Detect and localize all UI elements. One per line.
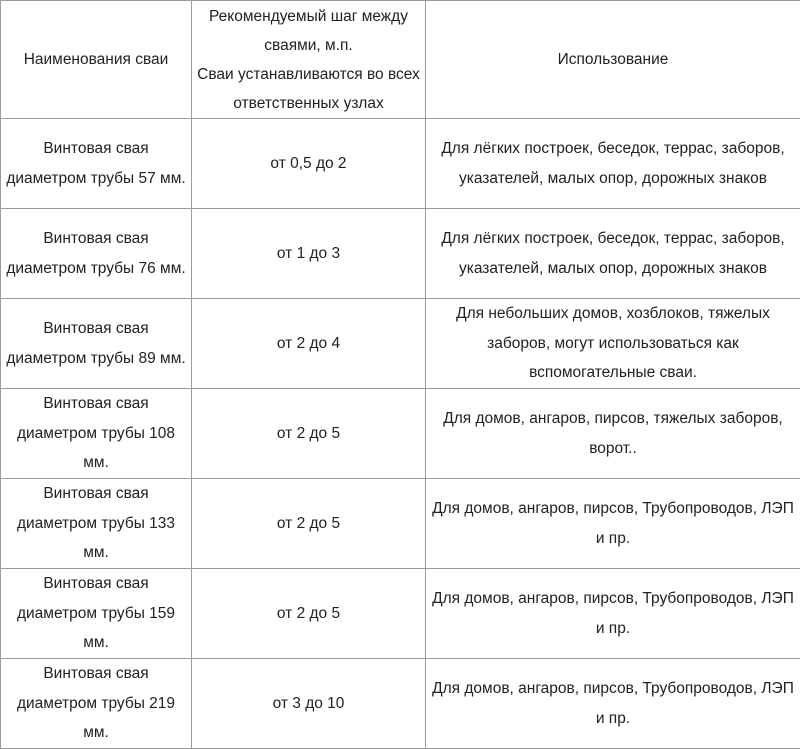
cell-pile-name: Винтовая свая диаметром трубы 57 мм. bbox=[1, 119, 192, 209]
cell-pile-name: Винтовая свая диаметром трубы 219 мм. bbox=[1, 659, 192, 749]
cell-step: от 3 до 10 bbox=[192, 659, 426, 749]
cell-usage: Для лёгких построек, беседок, террас, заборов, указателей, малых опор, дорожных знаков bbox=[426, 209, 800, 299]
table-row bbox=[1, 479, 800, 569]
header-step-line1: Рекомендуемый шаг между сваями, м.п. bbox=[209, 7, 408, 54]
table-row bbox=[1, 569, 800, 659]
cell-pile-name: Винтовая свая диаметром трубы 159 мм. bbox=[1, 569, 192, 659]
cell-pile-name: Винтовая свая диаметром трубы 133 мм. bbox=[1, 479, 192, 569]
header-step-line2: Сваи устанавливаются во всех ответственных узлах bbox=[197, 65, 420, 112]
cell-usage: Для домов, ангаров, пирсов, Трубопроводов, ЛЭП и пр. bbox=[426, 479, 800, 569]
cell-step: от 1 до 3 bbox=[192, 209, 426, 299]
cell-usage: Для лёгких построек, беседок, террас, заборов, указателей, малых опор, дорожных знаков bbox=[426, 119, 800, 209]
table-row bbox=[1, 389, 800, 479]
cell-pile-name: Винтовая свая диаметром трубы 76 мм. bbox=[1, 209, 192, 299]
cell-pile-name: Винтовая свая диаметром трубы 108 мм. bbox=[1, 389, 192, 479]
header-usage: Использование bbox=[426, 1, 800, 119]
table-row bbox=[1, 659, 800, 749]
table-row bbox=[1, 299, 800, 389]
cell-usage: Для домов, ангаров, пирсов, Трубопроводов, ЛЭП и пр. bbox=[426, 569, 800, 659]
cell-step: от 2 до 5 bbox=[192, 389, 426, 479]
cell-usage: Для домов, ангаров, пирсов, тяжелых заборов, ворот.. bbox=[426, 389, 800, 479]
cell-step: от 2 до 4 bbox=[192, 299, 426, 389]
cell-step: от 0,5 до 2 bbox=[192, 119, 426, 209]
header-recommended-step bbox=[192, 1, 426, 119]
cell-usage: Для небольших домов, хозблоков, тяжелых заборов, могут использоваться как вспомогательные сваи. bbox=[426, 299, 800, 389]
header-pile-name: Наименования сваи bbox=[1, 1, 192, 119]
cell-usage: Для домов, ангаров, пирсов, Трубопроводов, ЛЭП и пр. bbox=[426, 659, 800, 749]
cell-step: от 2 до 5 bbox=[192, 479, 426, 569]
cell-pile-name: Винтовая свая диаметром трубы 89 мм. bbox=[1, 299, 192, 389]
cell-step: от 2 до 5 bbox=[192, 569, 426, 659]
table-header-row bbox=[1, 1, 800, 119]
table-row bbox=[1, 119, 800, 209]
table-row bbox=[1, 209, 800, 299]
